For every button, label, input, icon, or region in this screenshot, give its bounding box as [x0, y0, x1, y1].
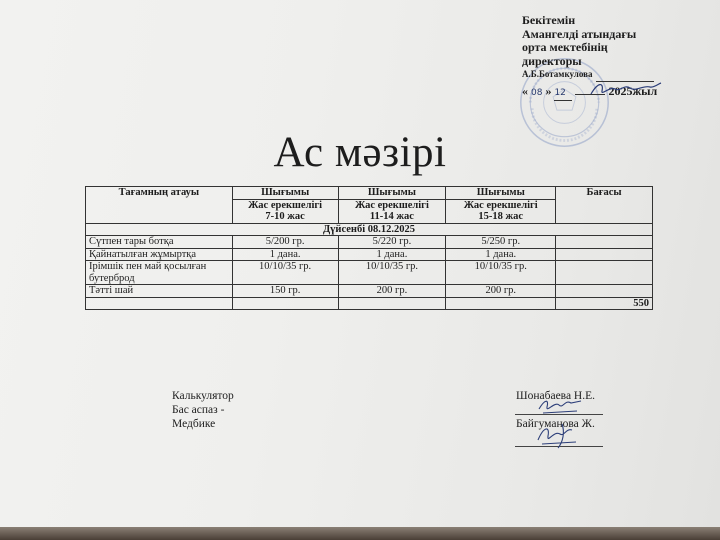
dish-name: Тәтті шай — [86, 285, 233, 298]
output-15-18: 5/250 гр. — [446, 236, 556, 249]
table-header-row — [86, 187, 653, 200]
role-nurse: Медбике — [172, 418, 216, 430]
total-row — [86, 297, 653, 310]
age-group-label: Жас ерекшелігі — [354, 199, 429, 211]
age-group-label: Жас ерекшелігі — [248, 199, 323, 211]
footer-signer-2: Байгуманова Ж. — [516, 418, 595, 430]
role-head-cook: Бас аспаз - — [172, 404, 225, 416]
output-7-10: 150 гр. — [232, 285, 338, 298]
price-cell — [556, 236, 653, 249]
price-cell — [556, 261, 653, 285]
output-7-10: 5/200 гр. — [232, 236, 338, 249]
price-cell — [556, 285, 653, 298]
table-row — [86, 285, 653, 298]
dish-name: Ірімшік пен май қосылған бутерброд — [86, 261, 233, 285]
header-dish: Тағамның атауы — [86, 187, 233, 224]
director-name: А.Б.Ботамкулова — [522, 69, 593, 79]
output-15-18: 200 гр. — [446, 285, 556, 298]
output-7-10: 1 дана. — [232, 248, 338, 261]
total-empty-3 — [338, 297, 446, 310]
day-label: Дүйсенбі 08.12.2025 — [86, 223, 653, 236]
output-7-10: 10/10/35 гр. — [232, 261, 338, 285]
date-month: 12 — [554, 87, 566, 98]
dish-name: Сүтпен тары ботқа — [86, 236, 233, 249]
approval-school-line-2: орта мектебінің — [522, 40, 608, 54]
age-group-3 — [446, 199, 556, 223]
output-15-18: 10/10/35 гр. — [446, 261, 556, 285]
total-empty-2 — [232, 297, 338, 310]
approval-heading: Бекітемін — [522, 13, 576, 27]
age-group-1 — [232, 199, 338, 223]
table-row — [86, 248, 653, 261]
menu-table — [85, 186, 653, 310]
day-row — [86, 223, 653, 236]
age-group-range: 7-10 жас — [265, 211, 305, 222]
director-signature — [588, 78, 663, 100]
header-output-3: Шығымы — [446, 187, 556, 200]
header-price: Бағасы — [556, 187, 653, 224]
output-11-14: 5/220 гр. — [338, 236, 446, 249]
footer-signer-1: Шонабаева Н.Е. — [516, 390, 596, 402]
date-open-quote: « — [522, 83, 528, 98]
table-row — [86, 236, 653, 249]
approval-school-line: Амангелді атындағы — [522, 26, 637, 41]
price-cell — [556, 248, 653, 261]
date-year: 2025жыл — [608, 83, 658, 98]
signer-2-signature — [532, 420, 580, 450]
output-11-14: 1 дана. — [338, 248, 446, 261]
page-title: Ас мәзірі — [273, 129, 447, 176]
month-underline — [554, 85, 572, 102]
footer-roles — [172, 389, 234, 431]
role-calculator: Калькулятор — [172, 390, 234, 402]
date-close-quote: » — [545, 83, 552, 98]
output-15-18: 1 дана. — [446, 248, 556, 261]
table-row — [86, 261, 653, 285]
dish-name: Қайнатылған жұмыртқа — [86, 248, 233, 261]
total-empty-4 — [446, 297, 556, 310]
signer-1-signature — [535, 395, 585, 417]
output-11-14: 200 гр. — [338, 285, 446, 298]
header-output-1: Шығымы — [232, 187, 338, 200]
age-group-range: 11-14 жас — [369, 211, 414, 222]
desk-edge — [0, 527, 720, 540]
header-output-2: Шығымы — [338, 187, 446, 200]
total-price: 550 — [556, 297, 653, 310]
approval-position: директоры — [522, 53, 582, 68]
age-group-label: Жас ерекшелігі — [463, 199, 538, 211]
age-group-2 — [338, 199, 446, 223]
age-group-range: 15-18 жас — [478, 211, 524, 222]
date-day: 08 — [531, 87, 543, 98]
output-11-14: 10/10/35 гр. — [338, 261, 446, 285]
total-empty-1 — [86, 297, 233, 310]
